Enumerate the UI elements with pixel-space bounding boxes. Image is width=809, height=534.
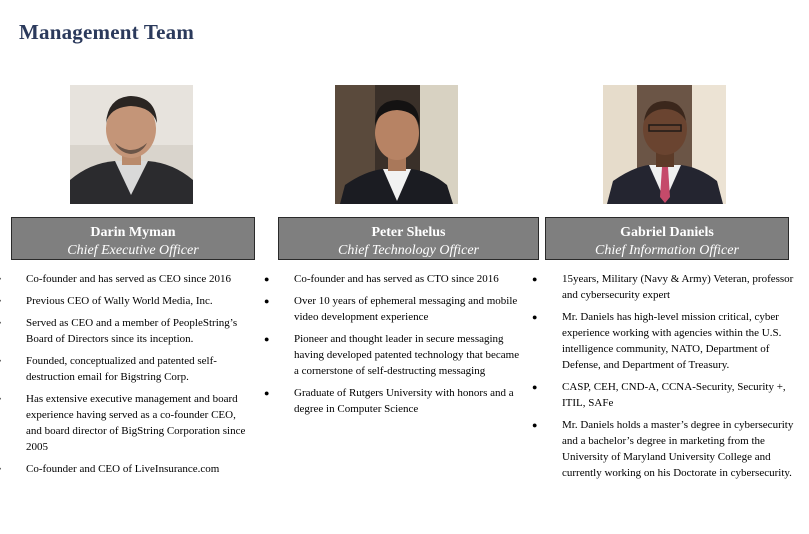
cto-photo (335, 85, 458, 204)
list-item: ● Mr. Daniels holds a master’s degree in cybersecurity and a bachelor’s degree in marketing from the University of Maryland University College and currently working on his Doctorate in cybersecurity. (532, 419, 794, 479)
bullet-icon: ● (532, 312, 538, 322)
list-item: Previous CEO of Wally World Media, Inc. (26, 293, 254, 309)
ceo-title: Chief Executive Officer (67, 243, 199, 258)
cio-name-box (545, 217, 789, 260)
page-title: Management Team (19, 20, 195, 44)
bullet-icon (0, 315, 1, 331)
list-item: ● CASP, CEH, CND-A, CCNA-Security, Security +, ITIL, SAFe (532, 381, 786, 409)
ceo-name-box (11, 217, 255, 260)
bullet-icon: ● (264, 388, 270, 398)
cto-name-box (278, 217, 539, 260)
bullet-icon (0, 293, 1, 309)
cto-bullet-list (264, 271, 522, 423)
bullet-icon (0, 271, 1, 287)
cio-bullet-list (532, 271, 794, 487)
bullet-icon: ● (532, 420, 538, 430)
bullet-icon (0, 391, 1, 407)
bullet-icon (0, 353, 1, 369)
bullet-icon: ● (532, 274, 538, 284)
bullet-icon (0, 461, 1, 477)
list-item: Co-founder and CEO of LiveInsurance.com (26, 461, 254, 477)
bullet-icon: ● (264, 274, 270, 284)
list-item: ● 15years, Military (Navy & Army) Veteran, professor and cybersecurity expert (532, 273, 794, 301)
cto-name: Peter Shelus (371, 225, 446, 240)
bullet-icon: ● (532, 382, 538, 392)
ceo-bullet-list (26, 271, 254, 483)
cio-name: Gabriel Daniels (620, 225, 714, 240)
ceo-photo (70, 85, 193, 204)
list-item: ● Over 10 years of ephemeral messaging and mobile video development experience (264, 295, 518, 323)
list-item: ● Graduate of Rutgers University with honors and a degree in Computer Science (264, 387, 514, 415)
cto-title: Chief Technology Officer (337, 243, 480, 258)
list-item: Served as CEO and a member of PeopleString’s Board of Directors since its inception. (26, 315, 254, 347)
cio-photo (603, 85, 726, 204)
list-item: ● Pioneer and thought leader in secure messaging having developed patented technology that became a cornerstone of self-destructing messaging (264, 333, 520, 377)
list-item: ● Mr. Daniels has high-level mission critical, cyber experience working with agencies within the U.S. intelligence community, NATO, Department of Defense, and Department of Treasury. (532, 311, 782, 371)
list-item: Has extensive executive management and board experience having served as a co-founder CEO, and board director of BigString Corporation since 2005 (26, 391, 254, 455)
ceo-name: Darin Myman (90, 225, 176, 240)
list-item: Founded, conceptualized and patented self-destruction email for Bigstring Corp. (26, 353, 254, 385)
list-item: Co-founder and has served as CEO since 2016 (26, 271, 254, 287)
cio-title: Chief Information Officer (595, 243, 739, 258)
bullet-icon: ● (264, 296, 270, 306)
list-item: ● Co-founder and has served as CTO since 2016 (264, 273, 499, 285)
bullet-icon: ● (264, 334, 270, 344)
